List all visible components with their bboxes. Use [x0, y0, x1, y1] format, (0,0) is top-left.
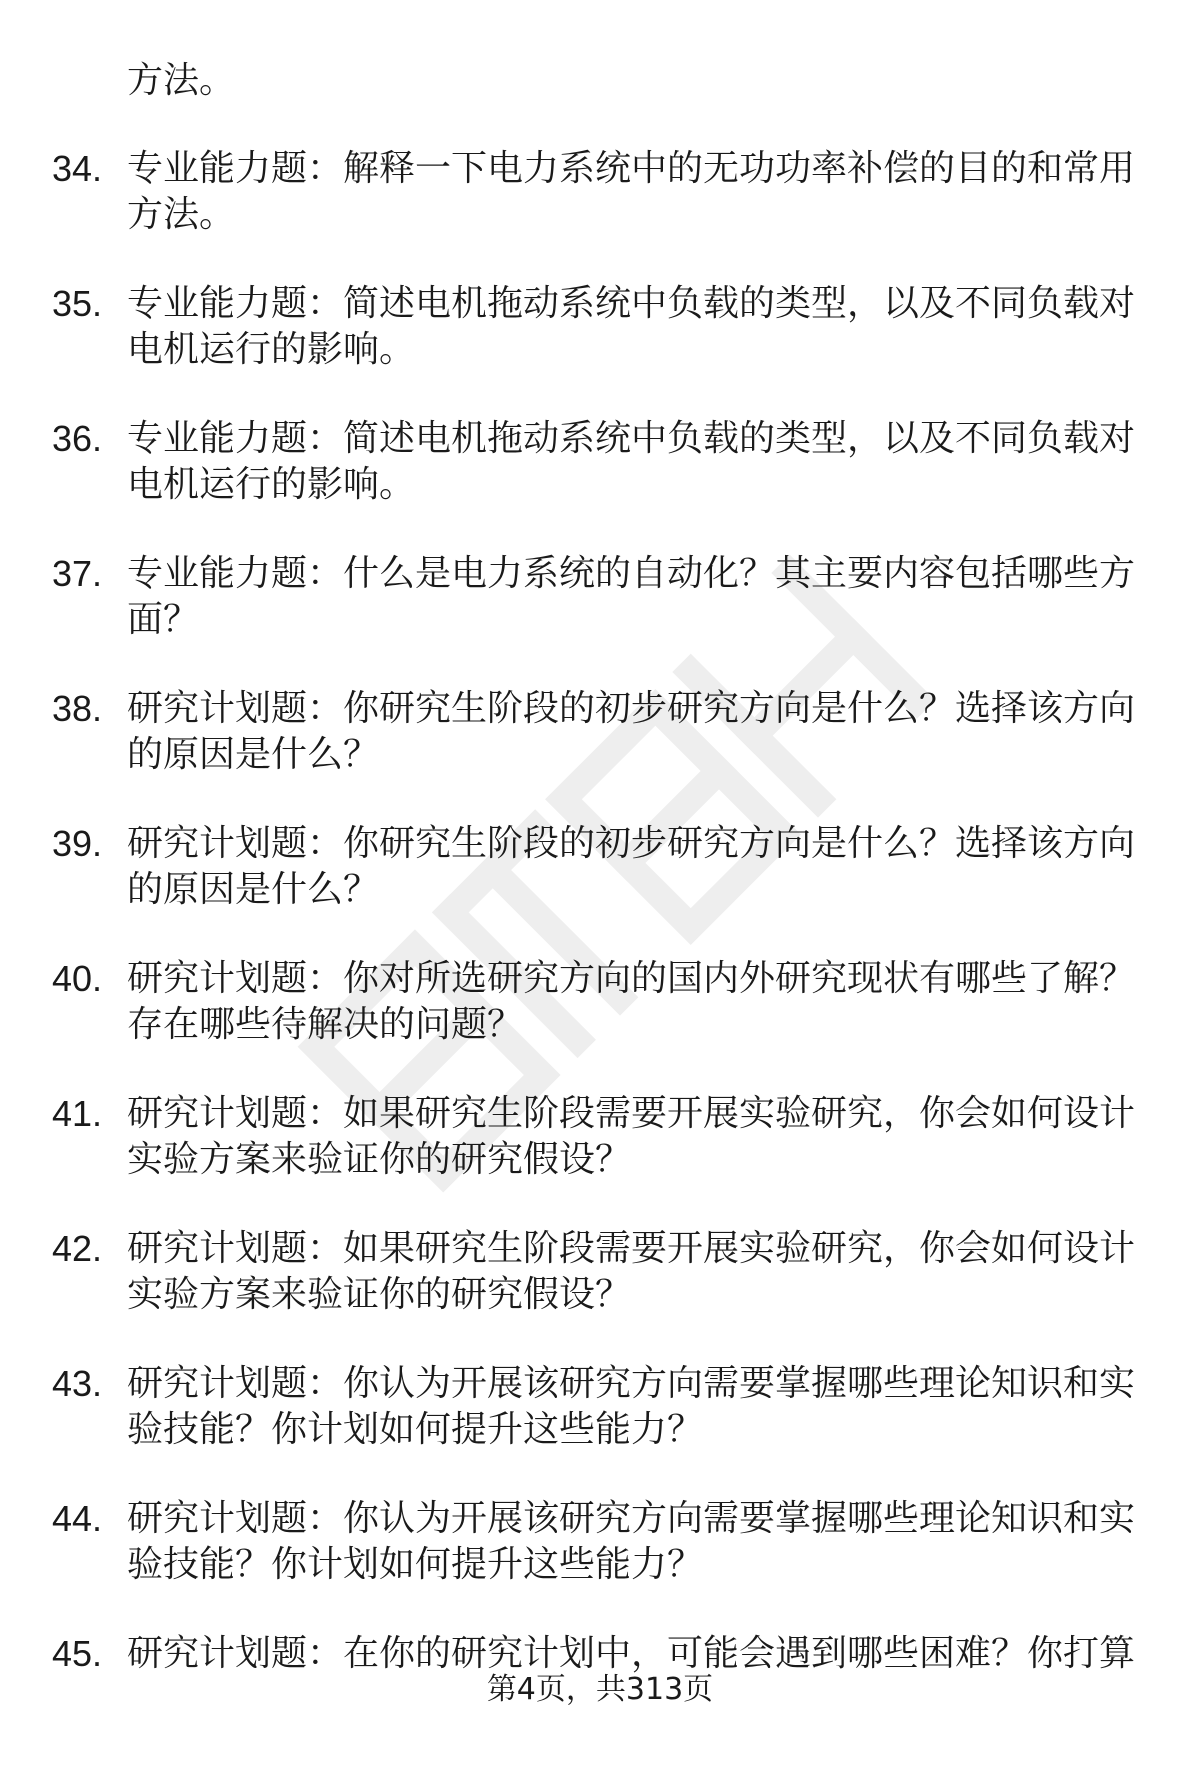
- continuation-text: 方法。: [127, 60, 236, 101]
- question-text: 专业能力题：简述电机拖动系统中负载的类型，以及不同负载对电机运行的影响。: [127, 418, 1136, 505]
- question-number: 34.: [52, 148, 103, 189]
- list-item: [0, 686, 1200, 778]
- question-number: 37.: [52, 553, 103, 594]
- question-text: 研究计划题：你研究生阶段的初步研究方向是什么？选择该方向的原因是什么？: [127, 823, 1136, 910]
- question-number: 40.: [52, 958, 103, 999]
- question-number: 35.: [52, 283, 103, 324]
- question-number: 44.: [52, 1498, 103, 1539]
- question-number: 38.: [52, 688, 103, 729]
- question-list: [0, 146, 1200, 1766]
- list-item: [0, 1496, 1200, 1588]
- question-text: 研究计划题：你对所选研究方向的国内外研究现状有哪些了解？存在哪些待解决的问题？: [127, 958, 1136, 1045]
- list-item: [0, 821, 1200, 913]
- question-number: 43.: [52, 1363, 103, 1404]
- list-item: [0, 1226, 1200, 1318]
- question-number: 36.: [52, 418, 103, 459]
- list-item: [0, 1091, 1200, 1183]
- list-item: [0, 551, 1200, 643]
- question-number: 39.: [52, 823, 103, 864]
- page-footer: 第4页，共313页: [486, 1672, 714, 1707]
- list-item: [0, 1361, 1200, 1453]
- question-number: 45.: [52, 1633, 103, 1674]
- list-item: [0, 956, 1200, 1048]
- question-text: 研究计划题：如果研究生阶段需要开展实验研究，你会如何设计实验方案来验证你的研究假设？: [127, 1093, 1136, 1180]
- question-text: 专业能力题：什么是电力系统的自动化？其主要内容包括哪些方面？: [127, 553, 1136, 640]
- question-text: 研究计划题：在你的研究计划中，可能会遇到哪些困难？你打算: [127, 1633, 1136, 1674]
- question-number: 41.: [52, 1093, 103, 1134]
- question-number: 42.: [52, 1228, 103, 1269]
- list-item: [0, 146, 1200, 238]
- list-item: [0, 281, 1200, 373]
- question-text: 研究计划题：你认为开展该研究方向需要掌握哪些理论知识和实验技能？你计划如何提升这些能力？: [127, 1363, 1136, 1450]
- question-text: 研究计划题：你认为开展该研究方向需要掌握哪些理论知识和实验技能？你计划如何提升这些能力？: [127, 1498, 1136, 1585]
- question-text: 专业能力题：简述电机拖动系统中负载的类型，以及不同负载对电机运行的影响。: [127, 283, 1136, 370]
- question-text: 研究计划题：如果研究生阶段需要开展实验研究，你会如何设计实验方案来验证你的研究假设？: [127, 1228, 1136, 1315]
- question-text: 研究计划题：你研究生阶段的初步研究方向是什么？选择该方向的原因是什么？: [127, 688, 1136, 775]
- question-text: 专业能力题：解释一下电力系统中的无功功率补偿的目的和常用方法。: [127, 148, 1136, 235]
- list-item: [0, 416, 1200, 508]
